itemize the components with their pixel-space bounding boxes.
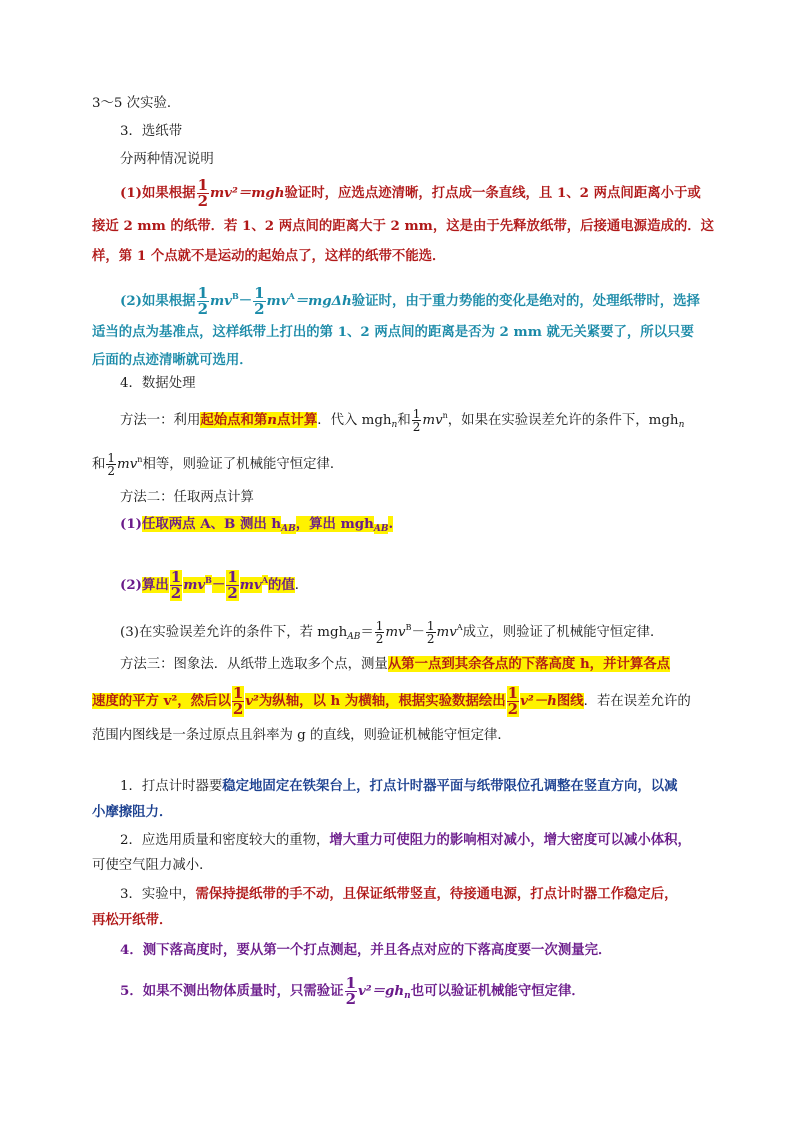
select-tape-case-1: (1)如果根据 $\frac{1}{2}$ mv²＝mgh验证时，应选点迹清晰，打点成一条直线，且 1、2 两点间距离小于或 (120, 176, 701, 210)
note-3: 3．实验中，需保持提纸带的手不动，且保证纸带竖直，待接通电源，打点计时器工作稳定后， (120, 886, 678, 902)
note-1-line2: 小摩擦阻力． (92, 804, 173, 820)
method-3-line2: 速度的平方 v²，然后以 $\frac{1}{2}$ v²为纵轴，以 h 为横轴，根据实验数据绘出 $\frac{1}{2}$ v²－h图线．若在误差允许的 (92, 684, 691, 718)
method-1: 方法一：利用起始点和第n点计算．代入 mgh$_n$和 $\frac{1}{2}$ $mv^n$，如果在实验误差允许的条件下，mgh$_n$ (120, 407, 685, 434)
intro-line: 3～5 次实验． (92, 96, 181, 111)
note-2: 2．应选用质量和密度较大的重物，增大重力可使阻力的影响相对减小，增大密度可以减小体积， (120, 832, 691, 848)
fraction-half: $\frac{1}{2}$ (197, 176, 208, 210)
method-2-heading: 方法二：任取两点计算 (120, 490, 254, 505)
note-5: 5．如果不测出物体质量时，只需验证 $\frac{1}{2}$ $v^2=gh_n$也可以验证机械能守恒定律． (120, 974, 585, 1008)
note-4: 4．测下落高度时，要从第一个打点测起，并且各点对应的下落高度要一次测量完． (120, 942, 612, 958)
select-tape-case-1-line2: 接近 2 mm 的纸带．若 1、2 两点间的距离大于 2 mm，这是由于先释放纸带，后接通电源造成的．这 (92, 218, 715, 234)
select-tape-case-2-line2: 适当的点为基准点，这样纸带上打出的第 1、2 两点间的距离是否为 2 mm 就无关紧要了，所以只要 (92, 324, 694, 340)
method-2-step-2: (2)算出 $\frac{1}{2}$ $mv^B-$ $\frac{1}{2}$ $mv^A$的值． (120, 568, 309, 602)
select-tape-case-2: (2)如果根据 $\frac{1}{2}$ $mv^B-$ $\frac{1}{2}$ $mv^A=mg\Delta h$验证时，由于重力势能的变化是绝对的，处理纸带时，选择 (120, 284, 700, 318)
method-2-step-1: (1)任取两点 A、B 测出 $h_{AB}$，算出 mgh$_{AB}$. (120, 516, 394, 534)
method-3-line3: 范围内图线是一条过原点且斜率为 g 的直线，则验证机械能守恒定律． (92, 728, 511, 743)
select-tape-case-1-line3: 样，第 1 个点就不是运动的起始点了，这样的纸带不能选． (92, 248, 446, 264)
method-3: 方法三：图象法．从纸带上选取多个点，测量从第一点到其余各点的下落高度 h，并计算各点 (120, 656, 671, 672)
section-4-heading: 4．数据处理 (120, 376, 196, 391)
select-tape-case-2-line3: 后面的点迹清晰就可选用． (92, 352, 253, 368)
section-3-heading: 3．选纸带 (120, 124, 183, 139)
note-3-line2: 再松开纸带． (92, 912, 173, 928)
note-2-line2: 可使空气阻力减小． (92, 858, 213, 873)
note-1: 1．打点计时器要稳定地固定在铁架台上，打点计时器平面与纸带限位孔调整在竖直方向，以减 (120, 778, 678, 794)
method-1-line2: 和 $\frac{1}{2}$ $mv^n$相等，则验证了机械能守恒定律． (92, 451, 344, 478)
section-3-subtitle: 分两种情况说明 (120, 152, 214, 167)
method-2-step-3: (3)在实验误差允许的条件下，若 mgh$_{AB}$＝ $\frac{1}{2}$ $mv^B-$ $\frac{1}{2}$ $mv^A$成立，则验证了机械能守恒定律． (120, 619, 664, 646)
